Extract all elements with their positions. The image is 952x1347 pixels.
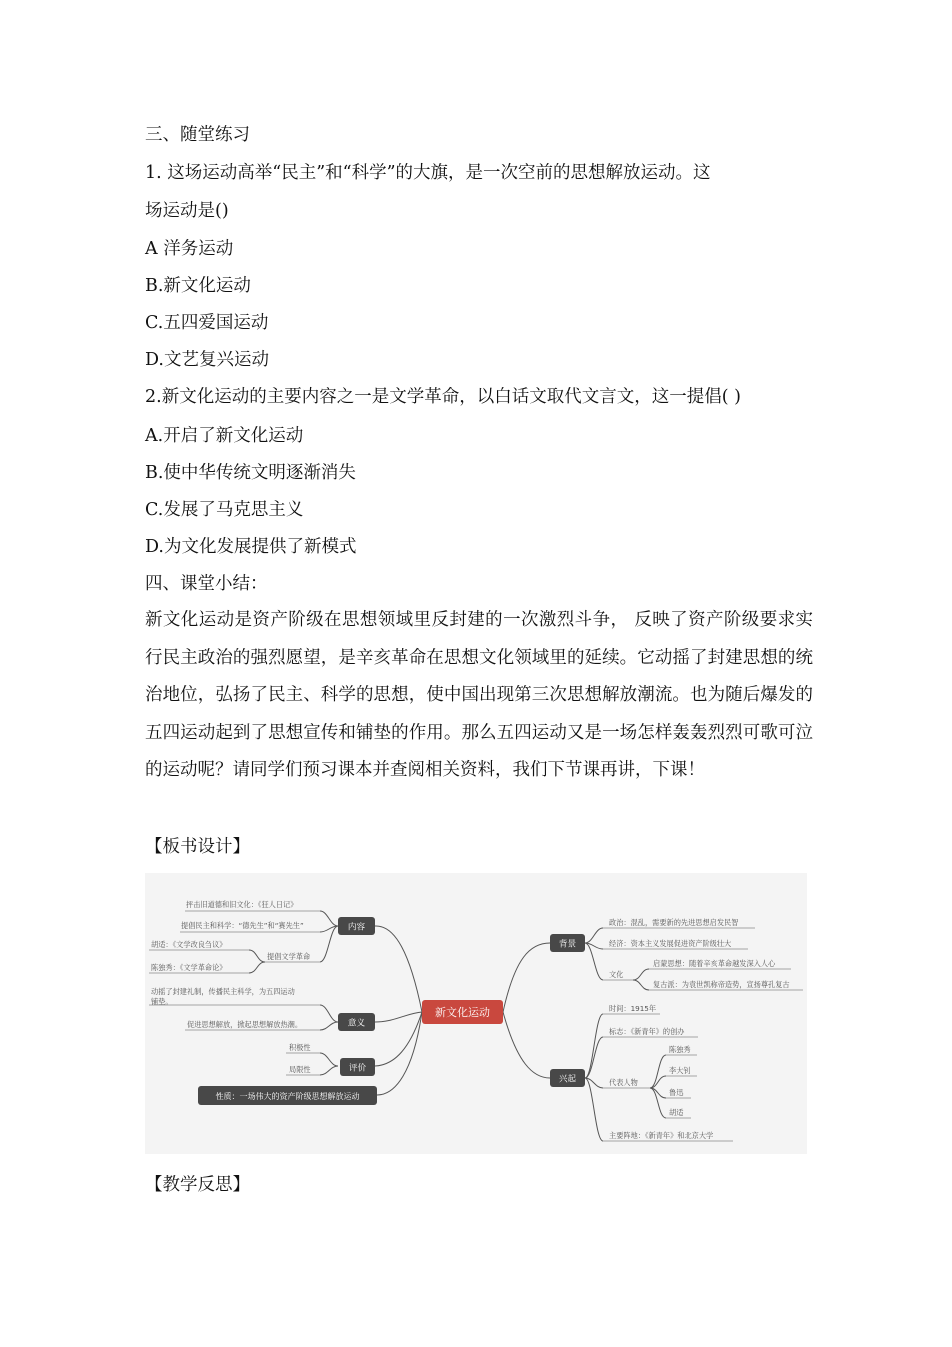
edge-center-rise (503, 1012, 550, 1078)
background-politics: 政治：混乱，需要新的先进思想启发民智 (609, 918, 739, 927)
edge-culture-enlightenment (633, 969, 649, 980)
edge-center-meaning (375, 1012, 422, 1022)
edge-meaning-2 (320, 1022, 338, 1030)
teaching-reflection-heading: 【教学反思】 (145, 1175, 250, 1195)
literature-item-1: 胡适：《文学改良刍议》 (151, 940, 227, 949)
section-title-practice: 三、随堂练习 (145, 125, 250, 145)
figure-1: 陈独秀 (669, 1045, 691, 1054)
figure-2: 李大钊 (669, 1066, 691, 1075)
edge-center-evaluation (375, 1012, 422, 1066)
edge-evaluation-2 (320, 1066, 338, 1075)
edge-content-1 (320, 911, 338, 926)
edge-figure-1 (650, 1055, 666, 1088)
question-2-stem: 2.新文化运动的主要内容之一是文学革命，以白话文取代文言文，这一提倡( ) (145, 387, 741, 407)
content-item-2: 提倡民主和科学：“德先生”和“赛先生” (181, 921, 304, 930)
edge-center-background (503, 943, 550, 1012)
edge-center-content (375, 926, 422, 1012)
edge-rise-figures (585, 1078, 603, 1088)
node-content-label: 内容 (347, 922, 366, 933)
edge-culture-restoration (633, 980, 649, 990)
question-2-option-c: C.发展了马克思主义 (145, 500, 304, 520)
node-evaluation-label: 评价 (348, 1063, 367, 1074)
mind-map (145, 873, 807, 1154)
literature-item-2: 陈独秀：《文学革命论》 (151, 963, 227, 972)
node-rise-label: 兴起 (558, 1074, 577, 1085)
question-1-stem-line1: 1. 这场运动高举“民主”和“科学”的大旗，是一次空前的思想解放运动。这 (145, 163, 711, 183)
figure-3: 鲁迅 (669, 1088, 684, 1097)
section-title-summary: 四、课堂小结： (145, 574, 268, 594)
board-design-heading: 【板书设计】 (145, 837, 250, 857)
edge-rise-time (585, 1014, 603, 1078)
rise-time: 时间：1915年 (609, 1004, 657, 1013)
question-2-option-d: D.为文化发展提供了新模式 (145, 537, 357, 557)
evaluation-item-2: 局限性 (289, 1065, 311, 1074)
question-1-option-c: C.五四爱国运动 (145, 313, 269, 333)
question-1-option-b: B.新文化运动 (145, 276, 251, 296)
evaluation-item-1: 积极性 (289, 1043, 311, 1052)
node-meaning-label: 意义 (347, 1018, 366, 1029)
culture-restoration: 复古派：为袁世凯称帝造势，宣扬尊孔复古 (653, 980, 790, 989)
rise-figures-label: 代表人物 (609, 1078, 638, 1087)
edge-literature-1 (249, 950, 265, 962)
meaning-item-1b: 铺垫。 (151, 997, 173, 1006)
node-background-label: 背景 (558, 939, 577, 950)
meaning-item-2: 促进思想解放，掀起思想解放热潮。 (187, 1020, 303, 1029)
node-nature-label: 性质：一场伟大的资产阶级思想解放运动 (215, 1092, 360, 1101)
culture-enlightenment: 启蒙思想：随着辛亥革命越发深入人心 (653, 959, 776, 968)
content-item-1: 抨击旧道德和旧文化：《狂人日记》 (186, 900, 298, 909)
mind-map-svg (145, 873, 807, 1154)
question-2-option-a: A.开启了新文化运动 (145, 426, 304, 446)
content-item-3: 提倡文学革命 (267, 952, 311, 961)
rise-mark: 标志：《新青年》的创办 (609, 1027, 685, 1036)
summary-paragraph: 新文化运动是资产阶级在思想领域里反封建的一次激烈斗争， 反映了资产阶级要求实行民主政治的强烈愿望，是辛亥革命在思想文化领域里的延续。它动摇了封建思想的统治地位，弘扬了民主、科学的思想，使中国出现第三次思想解放潮流。也为随后爆发的五四运动起到了思想宣传和铺垫的作用。那么五四运动又是一场怎样轰轰烈烈可歌可泣的运动呢？请同学们预习课本并查阅相关资料，我们下节课再讲，下课！ (145, 610, 813, 780)
rise-base: 主要阵地：《新青年》和北京大学 (609, 1131, 714, 1140)
edge-background-politics (585, 928, 603, 943)
edge-evaluation-1 (320, 1053, 338, 1066)
question-1-stem-line2: 场运动是() (145, 201, 229, 221)
question-1-option-d: D.文艺复兴运动 (145, 350, 269, 370)
question-1-option-a: A 洋务运动 (145, 239, 234, 259)
background-culture: 文化 (609, 970, 624, 979)
figure-4: 胡适 (669, 1108, 684, 1117)
background-economy: 经济：资本主义发展促进资产阶级壮大 (609, 939, 732, 948)
node-center-label: 新文化运动 (435, 1006, 490, 1019)
question-2-option-b: B.使中华传统文明逐渐消失 (145, 463, 356, 483)
edge-meaning-1 (320, 1005, 338, 1022)
meaning-item-1: 动摇了封建礼制，传播民主科学，为五四运动 (151, 987, 295, 996)
edge-literature-2 (249, 962, 265, 973)
